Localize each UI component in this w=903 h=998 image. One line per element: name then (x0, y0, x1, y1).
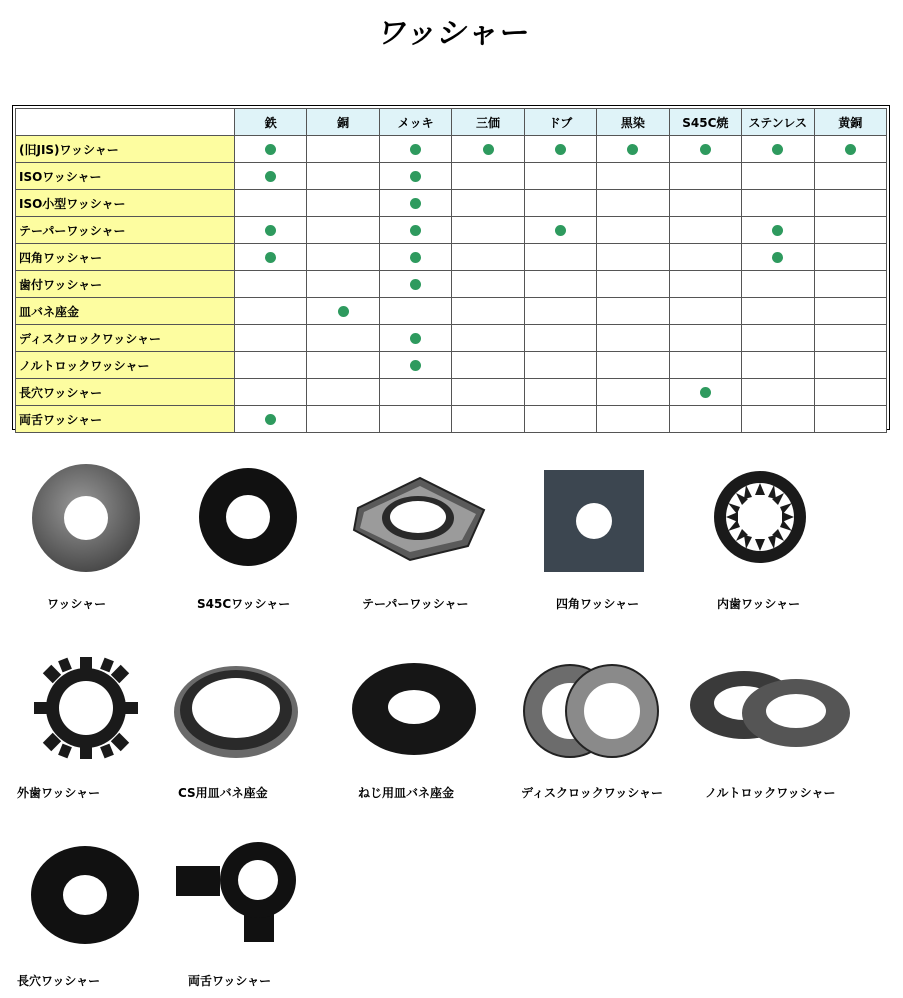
disc-lock-washer-image (522, 663, 660, 759)
availability-cell (235, 352, 307, 379)
availability-cell (669, 352, 741, 379)
availability-cell (307, 271, 379, 298)
availability-cell (379, 190, 451, 217)
availability-cell (379, 379, 451, 406)
table-row (16, 136, 887, 163)
availability-cell (235, 379, 307, 406)
availability-cell (597, 163, 669, 190)
availability-cell (814, 379, 887, 406)
availability-cell (669, 325, 741, 352)
availability-cell (669, 163, 741, 190)
availability-cell (307, 352, 379, 379)
tab-washer-image (174, 840, 298, 944)
screw-disc-spring-washer-image (351, 661, 477, 757)
availability-cell (597, 190, 669, 217)
column-header: ステンレス (742, 109, 814, 136)
availability-cell (379, 136, 451, 163)
gallery-caption: ノルトロックワッシャー (705, 786, 836, 800)
availability-cell (452, 352, 524, 379)
availability-cell (669, 217, 741, 244)
table-row (16, 244, 887, 271)
column-header: 鉄 (235, 109, 307, 136)
column-header: S45C焼 (669, 109, 741, 136)
column-header: 黄銅 (814, 109, 887, 136)
row-label: ISOワッシャー (16, 163, 235, 190)
available-dot-icon (700, 387, 711, 398)
availability-cell (524, 271, 596, 298)
availability-cell (669, 406, 741, 433)
available-dot-icon (410, 333, 421, 344)
slotted-washer-image (30, 845, 140, 945)
availability-cell (597, 244, 669, 271)
available-dot-icon (410, 225, 421, 236)
available-dot-icon (410, 360, 421, 371)
availability-cell (379, 163, 451, 190)
gallery-caption: S45Cワッシャー (197, 597, 291, 611)
availability-cell (597, 406, 669, 433)
available-dot-icon (410, 171, 421, 182)
available-dot-icon (265, 144, 276, 155)
table-body (16, 136, 887, 433)
availability-cell (597, 352, 669, 379)
column-header: 三価 (452, 109, 524, 136)
availability-cell (524, 406, 596, 433)
table-row (16, 352, 887, 379)
availability-cell (379, 406, 451, 433)
gallery-caption: 四角ワッシャー (556, 597, 640, 611)
availability-cell (669, 298, 741, 325)
availability-cell (742, 298, 814, 325)
gallery-caption: ディスクロックワッシャー (521, 786, 663, 800)
availability-cell (814, 190, 887, 217)
table-row (16, 271, 887, 298)
availability-cell (814, 244, 887, 271)
availability-cell (452, 325, 524, 352)
table-row (16, 163, 887, 190)
gallery-caption: 外歯ワッシャー (17, 786, 101, 800)
available-dot-icon (772, 144, 783, 155)
availability-cell (742, 190, 814, 217)
availability-cell (235, 298, 307, 325)
availability-cell (235, 325, 307, 352)
availability-cell (452, 379, 524, 406)
availability-cell (814, 217, 887, 244)
material-table-frame (12, 105, 890, 430)
available-dot-icon (700, 144, 711, 155)
availability-cell (742, 406, 814, 433)
availability-cell (452, 244, 524, 271)
internal-tooth-washer-image (712, 467, 808, 567)
gallery-caption: 長穴ワッシャー (17, 974, 101, 988)
availability-cell (307, 163, 379, 190)
availability-cell (379, 271, 451, 298)
availability-cell (452, 190, 524, 217)
availability-cell (742, 163, 814, 190)
availability-cell (235, 271, 307, 298)
availability-cell (814, 163, 887, 190)
availability-cell (307, 136, 379, 163)
availability-cell (235, 163, 307, 190)
availability-cell (814, 136, 887, 163)
availability-cell (307, 244, 379, 271)
availability-cell (742, 325, 814, 352)
row-label: ISO小型ワッシャー (16, 190, 235, 217)
row-label: 四角ワッシャー (16, 244, 235, 271)
available-dot-icon (410, 198, 421, 209)
availability-cell (307, 217, 379, 244)
availability-cell (235, 190, 307, 217)
gallery-caption: 内歯ワッシャー (717, 597, 801, 611)
available-dot-icon (410, 144, 421, 155)
availability-cell (742, 379, 814, 406)
availability-cell (379, 244, 451, 271)
availability-cell (379, 325, 451, 352)
gallery-caption: ねじ用皿バネ座金 (358, 786, 455, 800)
availability-cell (379, 298, 451, 325)
available-dot-icon (555, 144, 566, 155)
availability-cell (235, 244, 307, 271)
table-row (16, 325, 887, 352)
available-dot-icon (265, 414, 276, 425)
row-label: 長穴ワッシャー (16, 379, 235, 406)
gallery-caption: 両舌ワッシャー (188, 974, 272, 988)
availability-cell (814, 271, 887, 298)
available-dot-icon (265, 171, 276, 182)
available-dot-icon (410, 279, 421, 290)
gallery-caption: ワッシャー (47, 597, 107, 611)
availability-cell (814, 298, 887, 325)
availability-cell (597, 379, 669, 406)
nord-lock-washer-image (688, 667, 852, 753)
availability-cell (379, 352, 451, 379)
taper-washer-image (350, 468, 488, 566)
availability-cell (597, 136, 669, 163)
availability-cell (669, 190, 741, 217)
page-title: ワッシャー (375, 16, 528, 51)
availability-cell (524, 379, 596, 406)
availability-cell (524, 244, 596, 271)
availability-cell (597, 298, 669, 325)
table-row (16, 379, 887, 406)
column-header: 黒染 (597, 109, 669, 136)
material-table (15, 108, 887, 433)
availability-cell (307, 379, 379, 406)
availability-cell (524, 163, 596, 190)
availability-cell (742, 352, 814, 379)
availability-cell (452, 406, 524, 433)
available-dot-icon (772, 252, 783, 263)
external-tooth-washer-image (30, 653, 142, 763)
available-dot-icon (265, 252, 276, 263)
table-header-row (16, 109, 887, 136)
column-header: メッキ (379, 109, 451, 136)
availability-cell (524, 217, 596, 244)
availability-cell (524, 325, 596, 352)
row-label: ディスクロックワッシャー (16, 325, 235, 352)
row-label: 両舌ワッシャー (16, 406, 235, 433)
availability-cell (524, 190, 596, 217)
available-dot-icon (338, 306, 349, 317)
row-label: ノルトロックワッシャー (16, 352, 235, 379)
availability-cell (669, 271, 741, 298)
availability-cell (235, 406, 307, 433)
cs-disc-spring-washer-image (172, 660, 300, 760)
available-dot-icon (265, 225, 276, 236)
column-header: ドブ (524, 109, 596, 136)
row-label: テーパーワッシャー (16, 217, 235, 244)
table-row (16, 217, 887, 244)
availability-cell (524, 352, 596, 379)
square-washer-image (543, 469, 645, 573)
availability-cell (307, 406, 379, 433)
column-header: 銅 (307, 109, 379, 136)
availability-cell (814, 325, 887, 352)
table-corner-cell (16, 109, 235, 136)
available-dot-icon (555, 225, 566, 236)
availability-cell (597, 325, 669, 352)
availability-cell (814, 352, 887, 379)
availability-cell (524, 136, 596, 163)
availability-cell (452, 217, 524, 244)
availability-cell (814, 406, 887, 433)
table-row (16, 298, 887, 325)
availability-cell (235, 217, 307, 244)
availability-cell (597, 271, 669, 298)
available-dot-icon (627, 144, 638, 155)
availability-cell (742, 217, 814, 244)
washer-image (30, 460, 142, 575)
available-dot-icon (845, 144, 856, 155)
availability-cell (452, 136, 524, 163)
availability-cell (742, 244, 814, 271)
gallery-caption: テーパーワッシャー (362, 597, 469, 611)
table-row (16, 190, 887, 217)
availability-cell (669, 379, 741, 406)
available-dot-icon (410, 252, 421, 263)
availability-cell (452, 298, 524, 325)
row-label: 皿バネ座金 (16, 298, 235, 325)
row-label: 歯付ワッシャー (16, 271, 235, 298)
availability-cell (235, 136, 307, 163)
availability-cell (524, 298, 596, 325)
availability-cell (379, 217, 451, 244)
available-dot-icon (772, 225, 783, 236)
availability-cell (742, 271, 814, 298)
availability-cell (669, 244, 741, 271)
row-label: (旧JIS)ワッシャー (16, 136, 235, 163)
table-row (16, 406, 887, 433)
available-dot-icon (483, 144, 494, 155)
availability-cell (307, 190, 379, 217)
availability-cell (597, 217, 669, 244)
s45c-washer-image (197, 462, 299, 572)
availability-cell (669, 136, 741, 163)
availability-cell (307, 325, 379, 352)
availability-cell (307, 298, 379, 325)
gallery-caption: CS用皿バネ座金 (178, 786, 268, 800)
availability-cell (452, 163, 524, 190)
availability-cell (452, 271, 524, 298)
availability-cell (742, 136, 814, 163)
